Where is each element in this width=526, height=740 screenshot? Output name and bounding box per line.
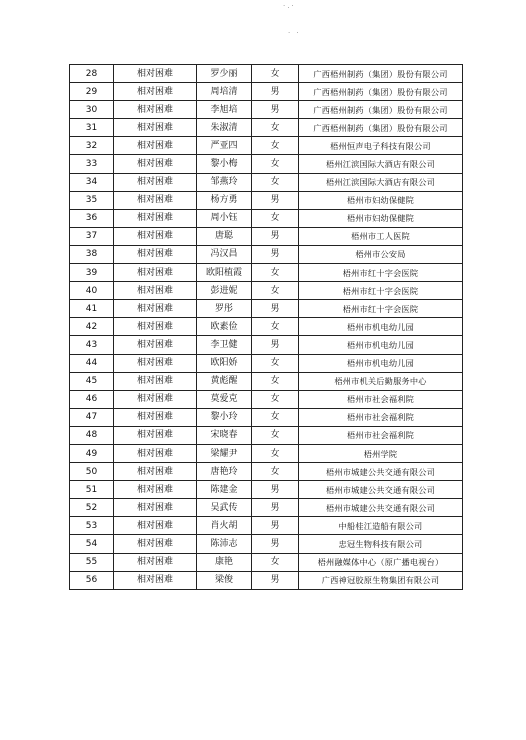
category-cell: 相对困难 [114, 499, 197, 517]
gender-cell: 男 [252, 300, 299, 318]
name-cell: 莫爱克 [197, 390, 252, 408]
name-cell: 梁俊 [197, 571, 252, 589]
gender-cell: 男 [252, 227, 299, 245]
organization-cell: 梧州市机关后勤服务中心 [299, 372, 463, 390]
table-row [70, 65, 463, 83]
name-cell: 冯汉昌 [197, 245, 252, 263]
name-cell: 唐聪 [197, 227, 252, 245]
table-row [70, 264, 463, 282]
category-cell: 相对困难 [114, 481, 197, 499]
table-row [70, 336, 463, 354]
row-number: 32 [70, 137, 114, 155]
organization-cell: 梧州恒声电子科技有限公司 [299, 137, 463, 155]
name-cell: 陈建金 [197, 481, 252, 499]
table-row [70, 499, 463, 517]
organization-cell: 梧州市机电幼儿园 [299, 318, 463, 336]
gender-cell: 女 [252, 282, 299, 300]
row-number: 39 [70, 264, 114, 282]
gender-cell: 男 [252, 499, 299, 517]
category-cell: 相对困难 [114, 372, 197, 390]
organization-cell: 梧州市城建公共交通有限公司 [299, 499, 463, 517]
row-number: 51 [70, 481, 114, 499]
name-cell: 梁耀尹 [197, 444, 252, 462]
category-cell: 相对困难 [114, 535, 197, 553]
roster-body [70, 65, 463, 590]
row-number: 44 [70, 354, 114, 372]
name-cell: 康艳 [197, 553, 252, 571]
row-number: 56 [70, 571, 114, 589]
name-cell: 唐艳玲 [197, 463, 252, 481]
organization-cell: 梧州市红十字会医院 [299, 300, 463, 318]
organization-cell: 广西神冠胶原生物集团有限公司 [299, 571, 463, 589]
row-number: 49 [70, 444, 114, 462]
gender-cell: 女 [252, 463, 299, 481]
category-cell: 相对困难 [114, 155, 197, 173]
organization-cell: 梧州市妇幼保健院 [299, 191, 463, 209]
row-number: 42 [70, 318, 114, 336]
row-number: 45 [70, 372, 114, 390]
name-cell: 邹燕玲 [197, 173, 252, 191]
row-number: 46 [70, 390, 114, 408]
table-row [70, 318, 463, 336]
name-cell: 黎小玲 [197, 408, 252, 426]
row-number: 34 [70, 173, 114, 191]
gender-cell: 女 [252, 408, 299, 426]
table-row [70, 354, 463, 372]
organization-cell: 梧州市红十字会医院 [299, 282, 463, 300]
name-cell: 李旭培 [197, 101, 252, 119]
name-cell: 罗彤 [197, 300, 252, 318]
category-cell: 相对困难 [114, 444, 197, 462]
table-row [70, 408, 463, 426]
name-cell: 黎小梅 [197, 155, 252, 173]
category-cell: 相对困难 [114, 408, 197, 426]
scan-mark: · · [288, 29, 301, 37]
category-cell: 相对困难 [114, 517, 197, 535]
gender-cell: 男 [252, 191, 299, 209]
gender-cell: 男 [252, 517, 299, 535]
table-row [70, 101, 463, 119]
gender-cell: 女 [252, 137, 299, 155]
table-row [70, 209, 463, 227]
category-cell: 相对困难 [114, 137, 197, 155]
name-cell: 罗少丽 [197, 65, 252, 83]
organization-cell: 梧州江滨国际大酒店有限公司 [299, 173, 463, 191]
row-number: 40 [70, 282, 114, 300]
row-number: 55 [70, 553, 114, 571]
organization-cell: 梧州市机电幼儿园 [299, 336, 463, 354]
name-cell: 欧阳娇 [197, 354, 252, 372]
name-cell: 吴武传 [197, 499, 252, 517]
category-cell: 相对困难 [114, 300, 197, 318]
gender-cell: 女 [252, 155, 299, 173]
category-cell: 相对困难 [114, 390, 197, 408]
gender-cell: 女 [252, 119, 299, 137]
gender-cell: 男 [252, 571, 299, 589]
table-row [70, 83, 463, 101]
category-cell: 相对困难 [114, 264, 197, 282]
row-number: 38 [70, 245, 114, 263]
organization-cell: 梧州市社会福利院 [299, 390, 463, 408]
table-row [70, 227, 463, 245]
table-row [70, 191, 463, 209]
table-row [70, 571, 463, 589]
name-cell: 周小钰 [197, 209, 252, 227]
organization-cell: 梧州市妇幼保健院 [299, 209, 463, 227]
table-row [70, 173, 463, 191]
table-row [70, 426, 463, 444]
category-cell: 相对困难 [114, 83, 197, 101]
organization-cell: 广西梧州制药（集团）股份有限公司 [299, 83, 463, 101]
row-number: 37 [70, 227, 114, 245]
gender-cell: 男 [252, 83, 299, 101]
organization-cell: 广西梧州制药（集团）股份有限公司 [299, 65, 463, 83]
name-cell: 陈沛志 [197, 535, 252, 553]
row-number: 50 [70, 463, 114, 481]
table-row [70, 535, 463, 553]
row-number: 36 [70, 209, 114, 227]
gender-cell: 女 [252, 372, 299, 390]
organization-cell: 梧州市机电幼儿园 [299, 354, 463, 372]
category-cell: 相对困难 [114, 318, 197, 336]
table-row [70, 300, 463, 318]
gender-cell: 女 [252, 318, 299, 336]
name-cell: 欧素俭 [197, 318, 252, 336]
organization-cell: 梧州市社会福利院 [299, 426, 463, 444]
category-cell: 相对困难 [114, 354, 197, 372]
organization-cell: 梧州市公安局 [299, 245, 463, 263]
row-number: 31 [70, 119, 114, 137]
row-number: 33 [70, 155, 114, 173]
table-row [70, 137, 463, 155]
category-cell: 相对困难 [114, 191, 197, 209]
category-cell: 相对困难 [114, 209, 197, 227]
row-number: 54 [70, 535, 114, 553]
roster-table [69, 64, 463, 590]
table-row [70, 155, 463, 173]
table-row [70, 282, 463, 300]
table-row [70, 463, 463, 481]
table-row [70, 119, 463, 137]
table-row [70, 245, 463, 263]
name-cell: 严亚四 [197, 137, 252, 155]
row-number: 53 [70, 517, 114, 535]
gender-cell: 男 [252, 481, 299, 499]
organization-cell: 忠冠生物科技有限公司 [299, 535, 463, 553]
category-cell: 相对困难 [114, 571, 197, 589]
table-row [70, 444, 463, 462]
gender-cell: 女 [252, 354, 299, 372]
organization-cell: 梧州市城建公共交通有限公司 [299, 463, 463, 481]
category-cell: 相对困难 [114, 553, 197, 571]
organization-cell: 梧州市社会福利院 [299, 408, 463, 426]
row-number: 30 [70, 101, 114, 119]
category-cell: 相对困难 [114, 463, 197, 481]
row-number: 48 [70, 426, 114, 444]
category-cell: 相对困难 [114, 173, 197, 191]
table-row [70, 517, 463, 535]
name-cell: 李卫健 [197, 336, 252, 354]
gender-cell: 女 [252, 444, 299, 462]
name-cell: 肖火胡 [197, 517, 252, 535]
row-number: 28 [70, 65, 114, 83]
gender-cell: 女 [252, 264, 299, 282]
table-row [70, 390, 463, 408]
organization-cell: 梧州市工人医院 [299, 227, 463, 245]
gender-cell: 男 [252, 336, 299, 354]
gender-cell: 男 [252, 101, 299, 119]
gender-cell: 女 [252, 426, 299, 444]
name-cell: 欧阳植霞 [197, 264, 252, 282]
organization-cell: 梧州学院 [299, 444, 463, 462]
gender-cell: 女 [252, 209, 299, 227]
organization-cell: 梧州江滨国际大酒店有限公司 [299, 155, 463, 173]
name-cell: 杨方勇 [197, 191, 252, 209]
gender-cell: 女 [252, 390, 299, 408]
gender-cell: 男 [252, 245, 299, 263]
gender-cell: 男 [252, 535, 299, 553]
row-number: 29 [70, 83, 114, 101]
organization-cell: 梧州融媒体中心（原广播电视台） [299, 553, 463, 571]
category-cell: 相对困难 [114, 101, 197, 119]
category-cell: 相对困难 [114, 282, 197, 300]
category-cell: 相对困难 [114, 65, 197, 83]
name-cell: 朱淑清 [197, 119, 252, 137]
organization-cell: 中船桂江造船有限公司 [299, 517, 463, 535]
row-number: 41 [70, 300, 114, 318]
organization-cell: 广西梧州制药（集团）股份有限公司 [299, 101, 463, 119]
row-number: 52 [70, 499, 114, 517]
name-cell: 宋晓春 [197, 426, 252, 444]
table-row [70, 372, 463, 390]
category-cell: 相对困难 [114, 245, 197, 263]
row-number: 35 [70, 191, 114, 209]
category-cell: 相对困难 [114, 426, 197, 444]
table-row [70, 481, 463, 499]
scan-mark: ·.· [283, 2, 296, 10]
category-cell: 相对困难 [114, 336, 197, 354]
organization-cell: 梧州市城建公共交通有限公司 [299, 481, 463, 499]
row-number: 47 [70, 408, 114, 426]
gender-cell: 女 [252, 173, 299, 191]
name-cell: 彭进妮 [197, 282, 252, 300]
organization-cell: 广西梧州制药（集团）股份有限公司 [299, 119, 463, 137]
category-cell: 相对困难 [114, 227, 197, 245]
category-cell: 相对困难 [114, 119, 197, 137]
name-cell: 黄彪醒 [197, 372, 252, 390]
table-row [70, 553, 463, 571]
row-number: 43 [70, 336, 114, 354]
gender-cell: 女 [252, 553, 299, 571]
name-cell: 周培清 [197, 83, 252, 101]
gender-cell: 女 [252, 65, 299, 83]
organization-cell: 梧州市红十字会医院 [299, 264, 463, 282]
